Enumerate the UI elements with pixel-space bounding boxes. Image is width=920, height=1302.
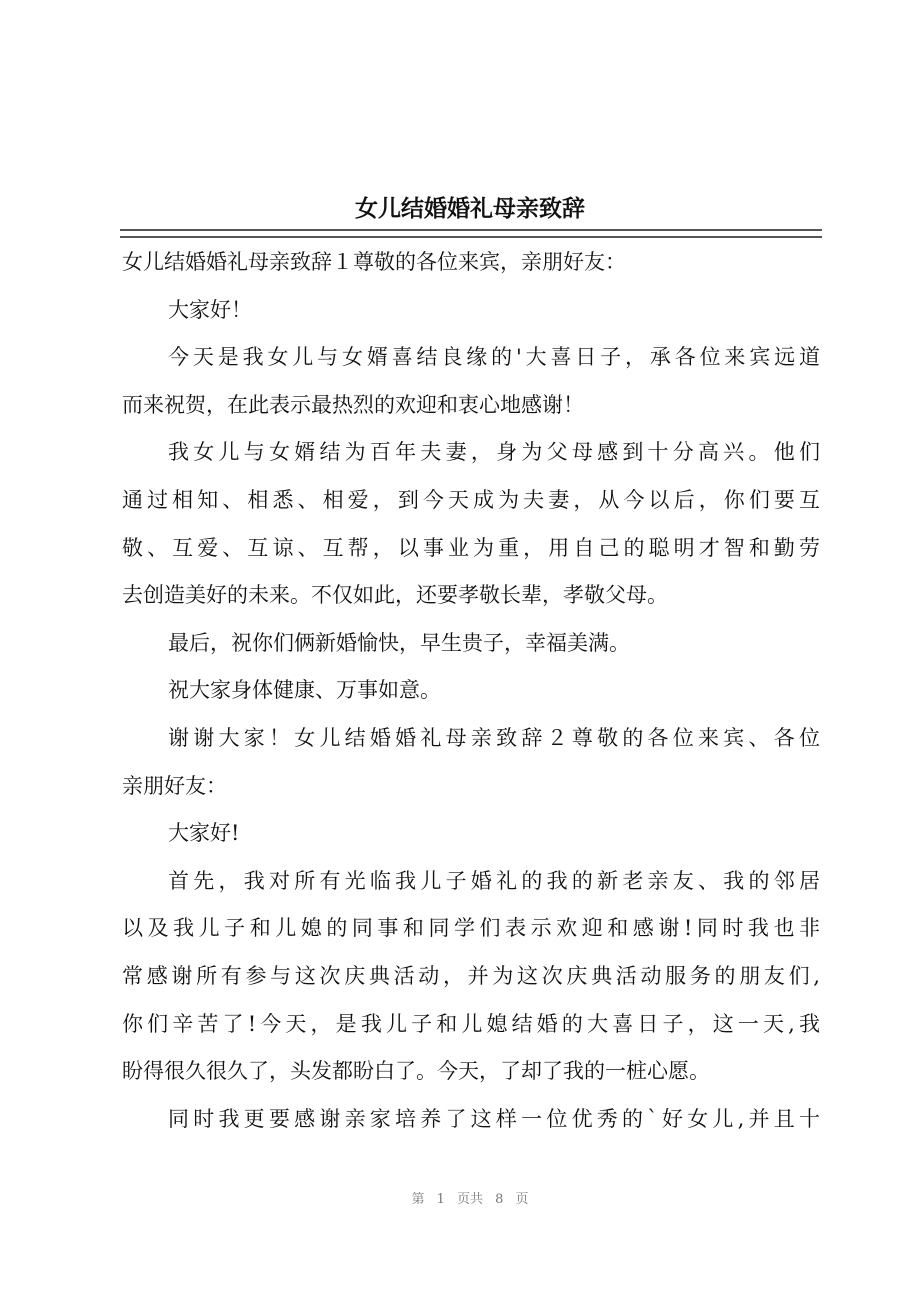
text-line: 祝大家身体健康、万事如意。 bbox=[168, 678, 441, 703]
text-line: 而来祝贺，在此表示最热烈的欢迎和衷心地感谢！ bbox=[122, 392, 584, 417]
text-line: 谢谢大家！女儿结婚婚礼母亲致辞２尊敬的各位来宾、各位 bbox=[168, 725, 820, 750]
text-line: 首先，我对所有光临我儿子婚礼的我的新老亲友、我的邻居 bbox=[168, 868, 820, 893]
title-divider bbox=[120, 229, 822, 238]
page-footer: 第 1 页共 8 页 bbox=[411, 1192, 529, 1207]
text-line: 盼得很久很久了，头发都盼白了。今天，了却了我的一桩心愿。 bbox=[122, 1059, 710, 1084]
text-line: 大家好! bbox=[168, 821, 240, 846]
text-line: 通过相知、相悉、相爱，到今天成为夫妻，从今以后，你们要互 bbox=[122, 487, 820, 512]
text-line: 今天是我女儿与女婿喜结良缘的'大喜日子，承各位来宾远道 bbox=[168, 345, 820, 370]
text-line: 最后，祝你们俩新婚愉快，早生贵子，幸福美满。 bbox=[168, 630, 630, 655]
text-line: 女儿结婚婚礼母亲致辞１尊敬的各位来宾，亲朋好友： bbox=[122, 250, 626, 274]
document-title: 女儿结婚婚礼母亲致辞 bbox=[355, 196, 585, 222]
text-line: 以及我儿子和儿媳的同事和同学们表示欢迎和感谢!同时我也非 bbox=[122, 916, 820, 941]
text-line: 你们辛苦了!今天，是我儿子和儿媳结婚的大喜日子，这一天,我 bbox=[122, 1011, 820, 1036]
text-line: 敬、互爱、互谅、互帮，以事业为重，用自己的聪明才智和勤劳 bbox=[122, 535, 820, 560]
text-line: 我女儿与女婿结为百年夫妻，身为父母感到十分高兴。他们 bbox=[168, 440, 820, 465]
text-line: 亲朋好友： bbox=[122, 773, 227, 798]
document-body bbox=[122, 246, 820, 1150]
text-line: 同时我更要感谢亲家培养了这样一位优秀的`好女儿,并且十 bbox=[168, 1106, 820, 1131]
text-line: 大家好！ bbox=[168, 297, 252, 322]
text-line: 去创造美好的未来。不仅如此，还要孝敬长辈，孝敬父母。 bbox=[122, 583, 668, 608]
text-line: 常感谢所有参与这次庆典活动，并为这次庆典活动服务的朋友们, bbox=[122, 963, 820, 988]
